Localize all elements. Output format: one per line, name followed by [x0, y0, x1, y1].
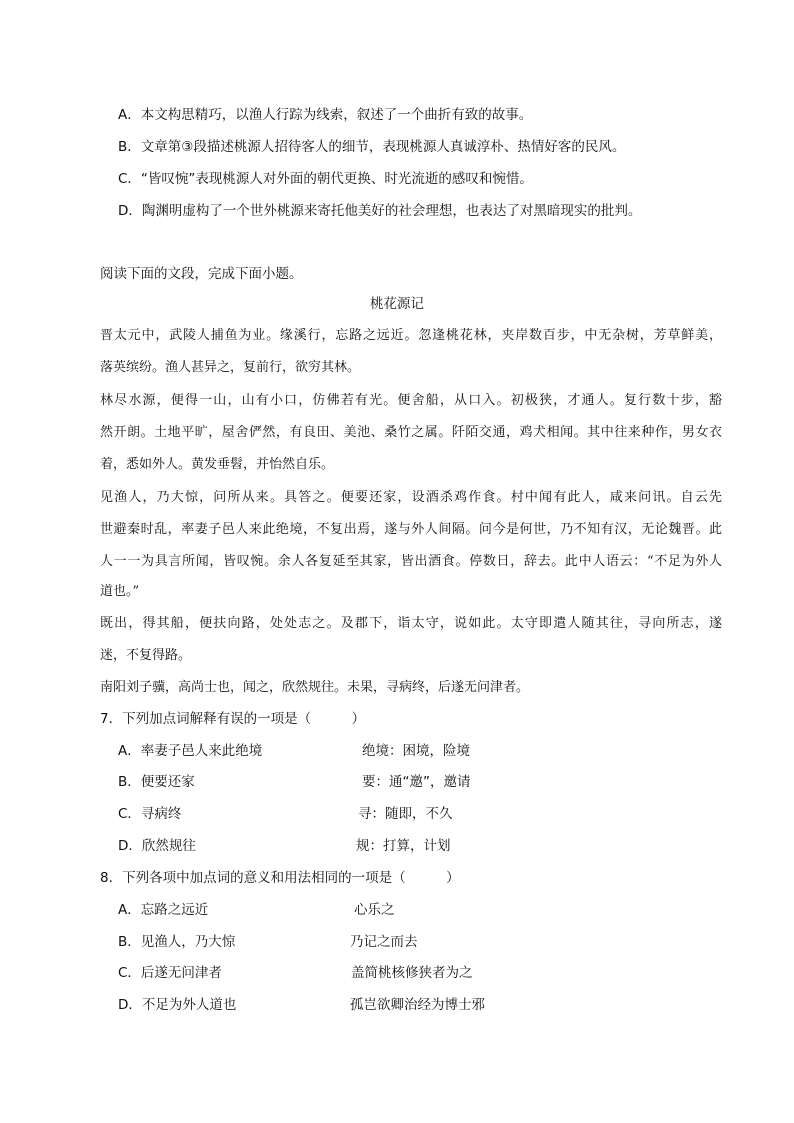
- q8-option-a: A．忘路之远近: [118, 902, 209, 918]
- passage-line-4: 然开朗。土地平旷，屋舍俨然，有良田、美池、桑竹之属。阡陌交通，鸡犬相闻。其中往来种作，男女衣: [100, 425, 722, 440]
- q7-gloss-a: 绝境：困境，险境: [362, 743, 470, 759]
- question-7-stem: 7．下列加点词解释有误的一项是（ ）: [100, 711, 366, 727]
- top-option-b: B．文章第③段描述桃源人招待客人的细节，表现桃源人真诚淳朴、热情好客的民风。: [118, 139, 626, 155]
- q7-gloss-d: 规：打算，计划: [356, 838, 451, 854]
- passage-line-1: 晋太元中，武陵人捕鱼为业。缘溪行，忘路之远近。忽逢桃花林，夹岸数百步，中无杂树，芳草鲜美，: [100, 328, 722, 343]
- q7-option-a: A．率妻子邑人来此绝境: [118, 743, 263, 759]
- q7-option-b: B．便要还家: [118, 774, 195, 790]
- passage-line-5: 着，悉如外人。黄发垂髫，并怡然自乐。: [100, 457, 335, 472]
- passage-line-9: 道也。”: [100, 584, 140, 599]
- q7-option-d: D．欣然规往: [118, 838, 196, 854]
- passage-title: 桃花源记: [370, 296, 424, 312]
- q7-gloss-b: 要：通“邀”，邀请: [362, 774, 471, 790]
- top-option-a: A．本文构思精巧，以渔人行踪为线索，叙述了一个曲折有致的故事。: [118, 107, 533, 123]
- top-option-d: D．陶渊明虚构了一个世外桃源来寄托他美好的社会理想，也表达了对黑暗现实的批判。: [118, 203, 642, 219]
- reading-instruction: 阅读下面的文段，完成下面小题。: [100, 266, 303, 282]
- q7-option-c: C．寻病终: [118, 806, 182, 822]
- q8-gloss-d: 孤岂欲卿治经为博士邪: [350, 997, 485, 1013]
- question-8-stem: 8．下列各项中加点词的意义和用法相同的一项是（ ）: [100, 870, 460, 886]
- passage-line-11: 迷，不复得路。: [100, 648, 192, 663]
- q8-gloss-a: 心乐之: [354, 902, 395, 918]
- q7-gloss-c: 寻：随即，不久: [358, 806, 453, 822]
- q8-gloss-b: 乃记之而去: [350, 934, 418, 950]
- q8-option-b: B．见渔人，乃大惊: [118, 934, 236, 950]
- top-option-c: C．“皆叹惋”表现桃源人对外面的朝代更换、时光流逝的感叹和惋惜。: [118, 171, 533, 187]
- passage-line-3: 林尽水源，便得一山，山有小口，仿佛若有光。便舍船，从口入。初极狭，才通人。复行数十步，豁: [100, 393, 722, 408]
- passage-line-2: 落英缤纷。渔人甚异之，复前行，欲穷其林。: [100, 360, 361, 375]
- q8-option-c: C．后遂无问津者: [118, 965, 222, 981]
- passage-line-12: 南阳刘子骥，高尚士也，闻之，欣然规往。未果，寻病终，后遂无问津者。: [100, 680, 530, 695]
- passage-line-6: 见渔人，乃大惊，问所从来。具答之。便要还家，设酒杀鸡作食。村中闻有此人，咸来问讯。自云先: [100, 490, 722, 505]
- passage-line-10: 既出，得其船，便扶向路，处处志之。及郡下，诣太守，说如此。太守即遣人随其往，寻向所志，遂: [100, 616, 722, 631]
- q8-gloss-c: 盖简桃核修狭者为之: [351, 965, 473, 981]
- passage-line-8: 人一一为具言所闻，皆叹惋。余人各复延至其家，皆出酒食。停数日，辞去。此中人语云：“不足为外人: [100, 554, 722, 569]
- q8-option-d: D．不足为外人道也: [118, 997, 237, 1013]
- passage-line-7: 世避秦时乱，率妻子邑人来此绝境，不复出焉，遂与外人间隔。问今是何世，乃不知有汉，无论魏晋。此: [100, 522, 722, 537]
